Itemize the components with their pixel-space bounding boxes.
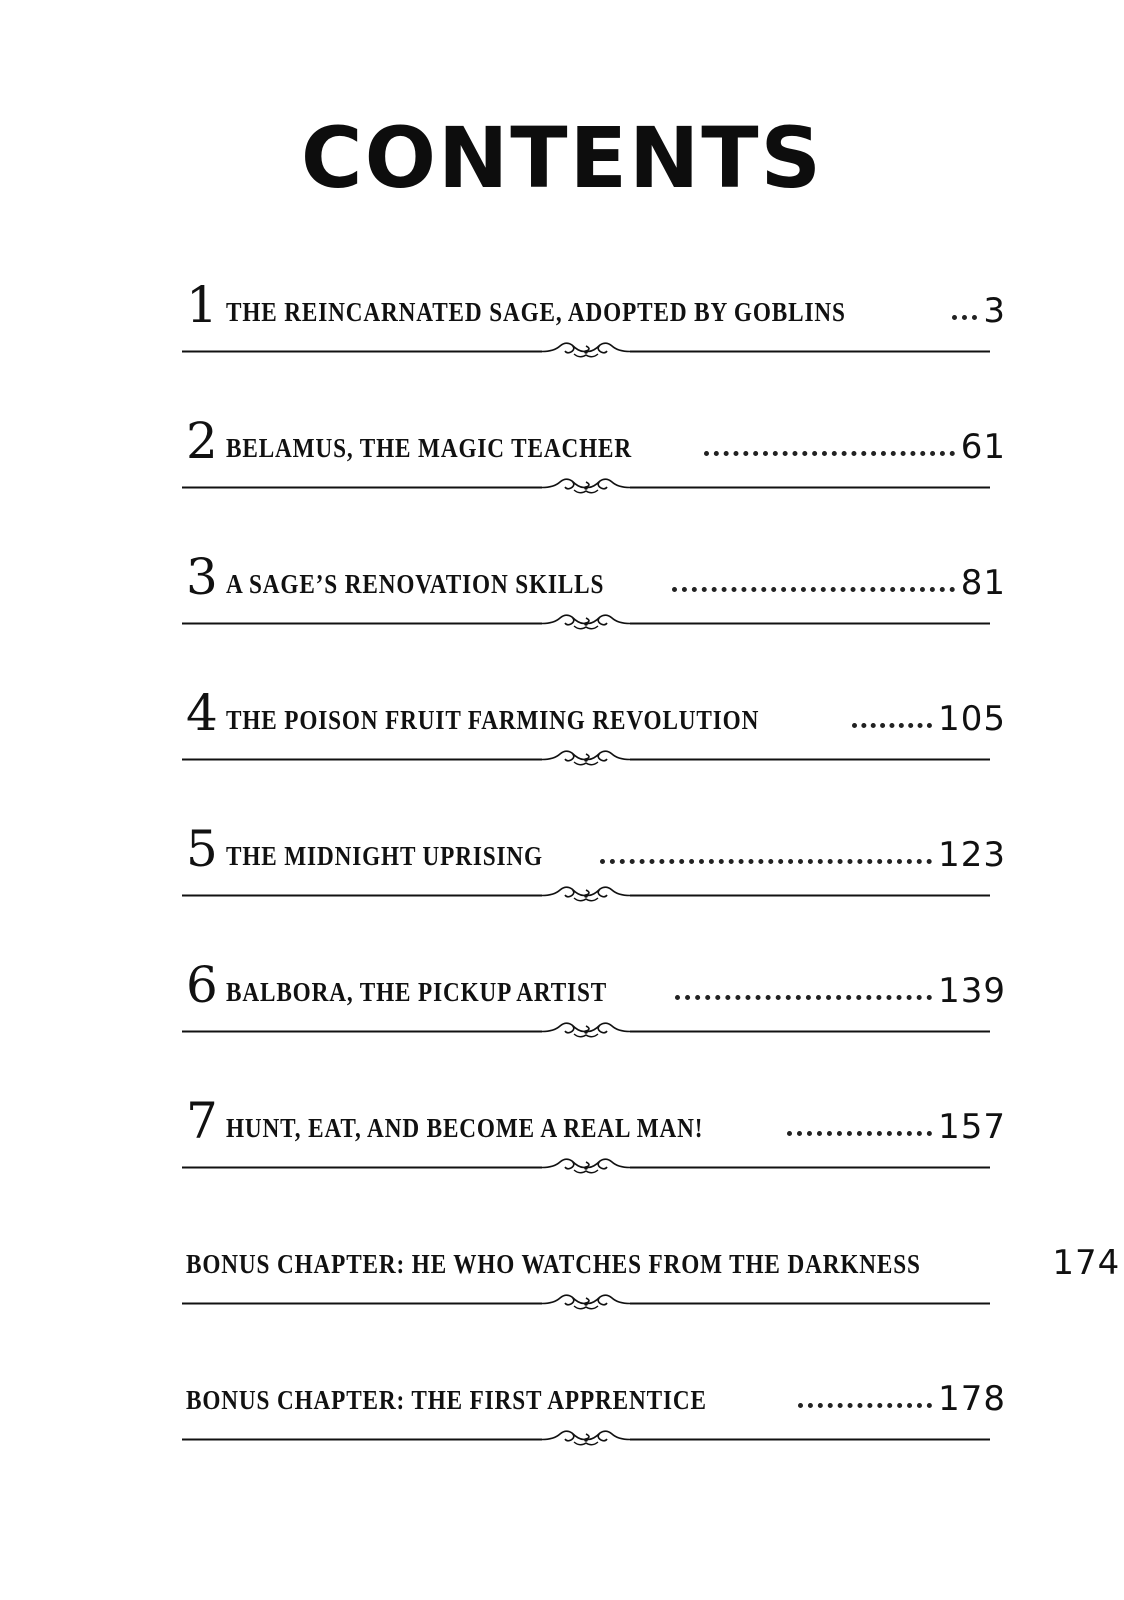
chapter-title: BALBORA, THE PICKUP ARTIST — [225, 977, 607, 1007]
dot-leader — [952, 315, 977, 320]
chapter-number: 3 — [186, 548, 218, 606]
chapter-number: 2 — [186, 412, 218, 470]
ornamental-flourish-icon — [182, 1156, 990, 1180]
page-number: 123 — [938, 835, 1006, 875]
page-number: 174 — [1052, 1243, 1121, 1283]
page-title: CONTENTS — [300, 109, 824, 207]
dot-leader — [852, 723, 932, 728]
toc-entry — [186, 958, 1006, 1038]
toc-entry — [186, 1094, 1006, 1174]
chapter-number: 5 — [186, 820, 218, 878]
page-number: 157 — [938, 1107, 1006, 1147]
ornamental-flourish-icon — [182, 884, 990, 908]
toc-entry — [186, 278, 1006, 358]
chapter-number: 1 — [186, 276, 218, 334]
chapter-title: A SAGE’S RENOVATION SKILLS — [225, 569, 605, 599]
toc-entry — [186, 1366, 1006, 1446]
page-number: 61 — [960, 427, 1006, 467]
chapter-title: BONUS CHAPTER: THE FIRST APPRENTICE — [186, 1385, 707, 1415]
ornamental-flourish-icon — [182, 476, 990, 500]
page-number: 81 — [960, 563, 1006, 603]
ornamental-flourish-icon — [182, 612, 990, 636]
toc-entry — [186, 822, 1006, 902]
dot-leader — [787, 1131, 932, 1136]
page-number: 105 — [938, 699, 1006, 739]
dot-leader — [798, 1403, 932, 1408]
chapter-title: THE POISON FRUIT FARMING REVOLUTION — [225, 705, 760, 735]
ornamental-flourish-icon — [182, 1020, 990, 1044]
chapter-number: 4 — [186, 684, 218, 742]
chapter-title: HUNT, EAT, AND BECOME A REAL MAN! — [225, 1113, 704, 1143]
page-number: 178 — [938, 1379, 1006, 1419]
toc-entry — [186, 1230, 1121, 1310]
ornamental-flourish-icon — [182, 1292, 990, 1316]
chapter-title: THE MIDNIGHT UPRISING — [225, 841, 543, 871]
ornamental-flourish-icon — [182, 340, 990, 364]
chapter-number: 7 — [186, 1092, 218, 1150]
page-number: 139 — [938, 971, 1006, 1011]
ornamental-flourish-icon — [182, 1428, 990, 1452]
dot-leader — [672, 587, 955, 592]
toc-entry — [186, 414, 1006, 494]
ornamental-flourish-icon — [182, 748, 990, 772]
page-number: 3 — [983, 291, 1006, 331]
toc-entry — [186, 550, 1006, 630]
chapter-number: 6 — [186, 956, 218, 1014]
chapter-title: THE REINCARNATED SAGE, ADOPTED BY GOBLINS — [225, 297, 846, 327]
chapter-title: BONUS CHAPTER: HE WHO WATCHES FROM THE DARKNESS — [186, 1249, 921, 1279]
dot-leader — [600, 859, 932, 864]
dot-leader — [704, 451, 955, 456]
chapter-title: BELAMUS, THE MAGIC TEACHER — [225, 433, 632, 463]
toc-entry — [186, 686, 1006, 766]
dot-leader — [675, 995, 932, 1000]
